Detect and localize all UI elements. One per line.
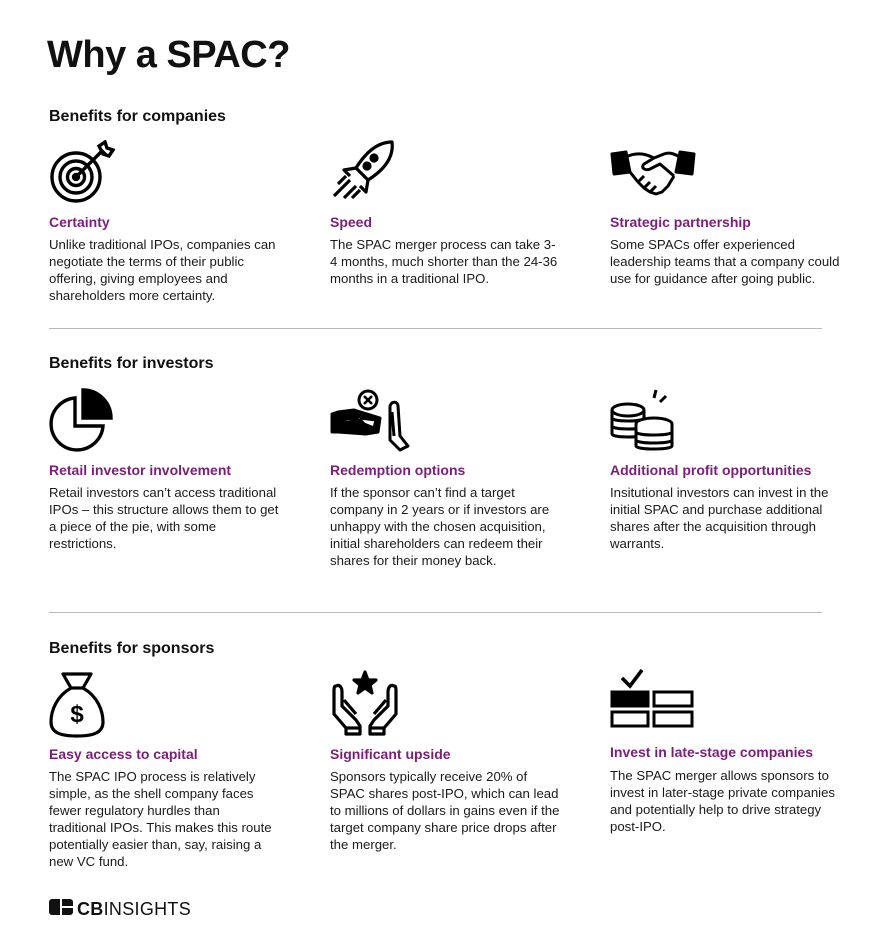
section-heading-investors: Benefits for investors xyxy=(49,355,214,372)
benefit-text: Sponsors typically receive 20% of SPAC shares post-IPO, which can lead to millions of dollars in gains even if the target company share price drops after the merger. xyxy=(330,769,560,852)
logo-text xyxy=(77,899,191,920)
benefit-text: The SPAC IPO process is relatively simple, as the shell company faces fewer regulatory hurdles than traditional IPOs. This makes this route potentially easier than, say, raising a new VC fund. xyxy=(49,769,272,869)
benefit-text: Some SPACs offer experienced leadership teams that a company could use for guidance after going public. xyxy=(610,237,840,286)
section-divider xyxy=(49,612,822,613)
benefit-text: If the sponsor can’t find a target company in 2 years or if investors are unhappy with the chosen acquisition, initial shareholders can redeem their shares for their money back. xyxy=(330,485,550,568)
target-icon xyxy=(49,140,115,206)
benefit-text: The SPAC merger process can take 3-4 months, much shorter than the 24-36 months in a traditional IPO. xyxy=(330,237,558,286)
benefit-title: Strategic partnership xyxy=(610,214,751,230)
section-divider xyxy=(49,328,822,329)
benefit-text: Retail investors can’t access traditional IPOs – this structure allows them to get a piece of the pie, with some restrictions. xyxy=(49,485,279,551)
benefit-title: Retail investor involvement xyxy=(49,462,232,478)
handshake-icon xyxy=(610,140,696,206)
benefit-title: Invest in late-stage companies xyxy=(610,744,814,760)
benefit-title: Additional profit opportunities xyxy=(610,462,812,478)
cb-insights-logo xyxy=(49,898,191,921)
section-heading-companies: Benefits for companies xyxy=(49,108,226,125)
section-heading-sponsors: Benefits for sponsors xyxy=(49,640,215,657)
money-bag-icon xyxy=(49,670,105,738)
pie-chart-icon xyxy=(49,388,115,454)
benefit-title: Redemption options xyxy=(330,462,466,478)
hands-star-icon xyxy=(330,670,400,736)
svg-text:$: $ xyxy=(70,701,84,728)
page-title: Why a SPAC? xyxy=(47,34,290,76)
rocket-icon xyxy=(330,140,396,206)
checked-grid-icon xyxy=(610,666,696,728)
benefit-text: Insitutional investors can invest in the initial SPAC and purchase additional shares after the acquisition through warrants. xyxy=(610,485,829,551)
benefit-title: Certainty xyxy=(49,214,110,230)
logo-text-bold: CB xyxy=(77,899,104,919)
benefit-title: Speed xyxy=(330,214,373,230)
logo-text-light: INSIGHTS xyxy=(103,899,192,919)
coin-stacks-icon xyxy=(610,388,680,454)
benefit-title: Easy access to capital xyxy=(49,746,198,762)
benefit-title: Significant upside xyxy=(330,746,451,762)
cb-insights-logo-mark-icon xyxy=(49,898,73,921)
benefit-text: Unlike traditional IPOs, companies can negotiate the terms of their public offering, giving employees and shareholders more certainty. xyxy=(49,237,276,303)
refund-hand-icon xyxy=(330,388,410,454)
benefit-text: The SPAC merger allows sponsors to invest in later-stage private companies and potentially help to drive strategy post-IPO. xyxy=(610,768,836,834)
